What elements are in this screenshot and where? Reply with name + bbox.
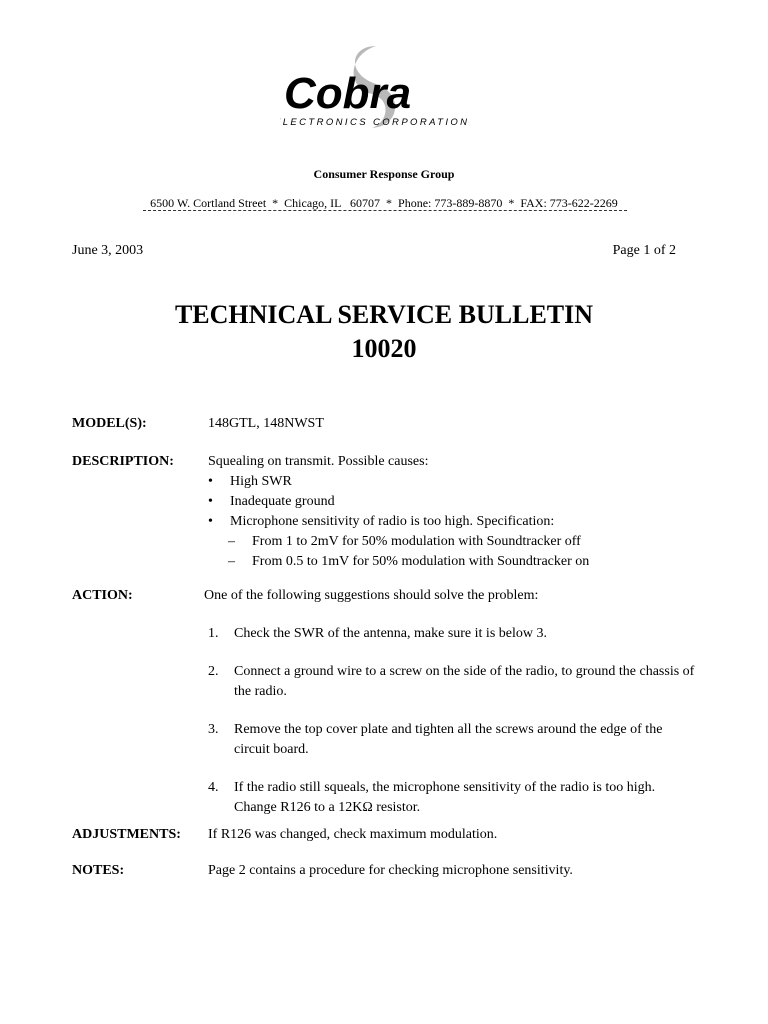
models-label: MODEL(S): [72, 416, 147, 431]
logo-subtitle: ELECTRONICS CORPORATION [280, 117, 470, 128]
cause-item: • Microphone sensitivity of radio is too high. Specification: [208, 514, 555, 529]
page-indicator: Page 1 of 2 [612, 243, 676, 258]
title-line-1: TECHNICAL SERVICE BULLETIN [174, 300, 594, 329]
action-step: 4. If the radio still squeals, the microphone sensitivity of the radio is too high. Change R126 to a 12KΩ resistor. [208, 780, 656, 815]
header-divider [143, 210, 627, 211]
action-steps-block [208, 624, 698, 836]
notes-label: NOTES: [72, 863, 125, 878]
spec-item: – From 1 to 2mV for 50% modulation with Soundtracker off [228, 534, 581, 549]
cause-item: • Inadequate ground [208, 494, 335, 509]
adjustments-label: ADJUSTMENTS: [72, 827, 181, 842]
adjustments-value: If R126 was changed, check maximum modulation. [208, 827, 498, 842]
logo-wordmark: Cobra [284, 69, 412, 118]
logo-graphic [280, 44, 490, 134]
action-step: 3. Remove the top cover plate and tighten all the screws around the edge of the circuit board. [208, 722, 663, 757]
notes-value: Page 2 contains a procedure for checking microphone sensitivity. [208, 863, 573, 878]
bulletin-date: June 3, 2003 [72, 243, 144, 258]
bulletin-title [0, 298, 768, 366]
description-intro: Squealing on transmit. Possible causes: [208, 454, 429, 469]
specification-list [208, 532, 698, 572]
models-value: 148GTL, 148NWST [208, 416, 324, 431]
consumer-response-group: Consumer Response Group [313, 167, 455, 181]
cause-list [208, 472, 698, 532]
action-label: ACTION: [72, 588, 133, 603]
action-step: 2. Connect a ground wire to a screw on the side of the radio, to ground the chassis of the radio. [208, 664, 695, 699]
action-steps [208, 624, 698, 818]
description-block [208, 452, 698, 572]
cause-item: • High SWR [208, 474, 292, 489]
action-step: 1. Check the SWR of the antenna, make sure it is below 3. [208, 626, 547, 641]
action-intro: One of the following suggestions should solve the problem: [204, 588, 539, 603]
title-bulletin-number: 10020 [351, 334, 417, 363]
address-line: 6500 W. Cortland Street * Chicago, IL 60707 * Phone: 773-889-8870 * FAX: 773-622-2269 [150, 196, 618, 210]
cobra-logo [280, 44, 490, 134]
description-label: DESCRIPTION: [72, 454, 174, 469]
spec-item: – From 0.5 to 1mV for 50% modulation with Soundtracker on [228, 554, 590, 569]
